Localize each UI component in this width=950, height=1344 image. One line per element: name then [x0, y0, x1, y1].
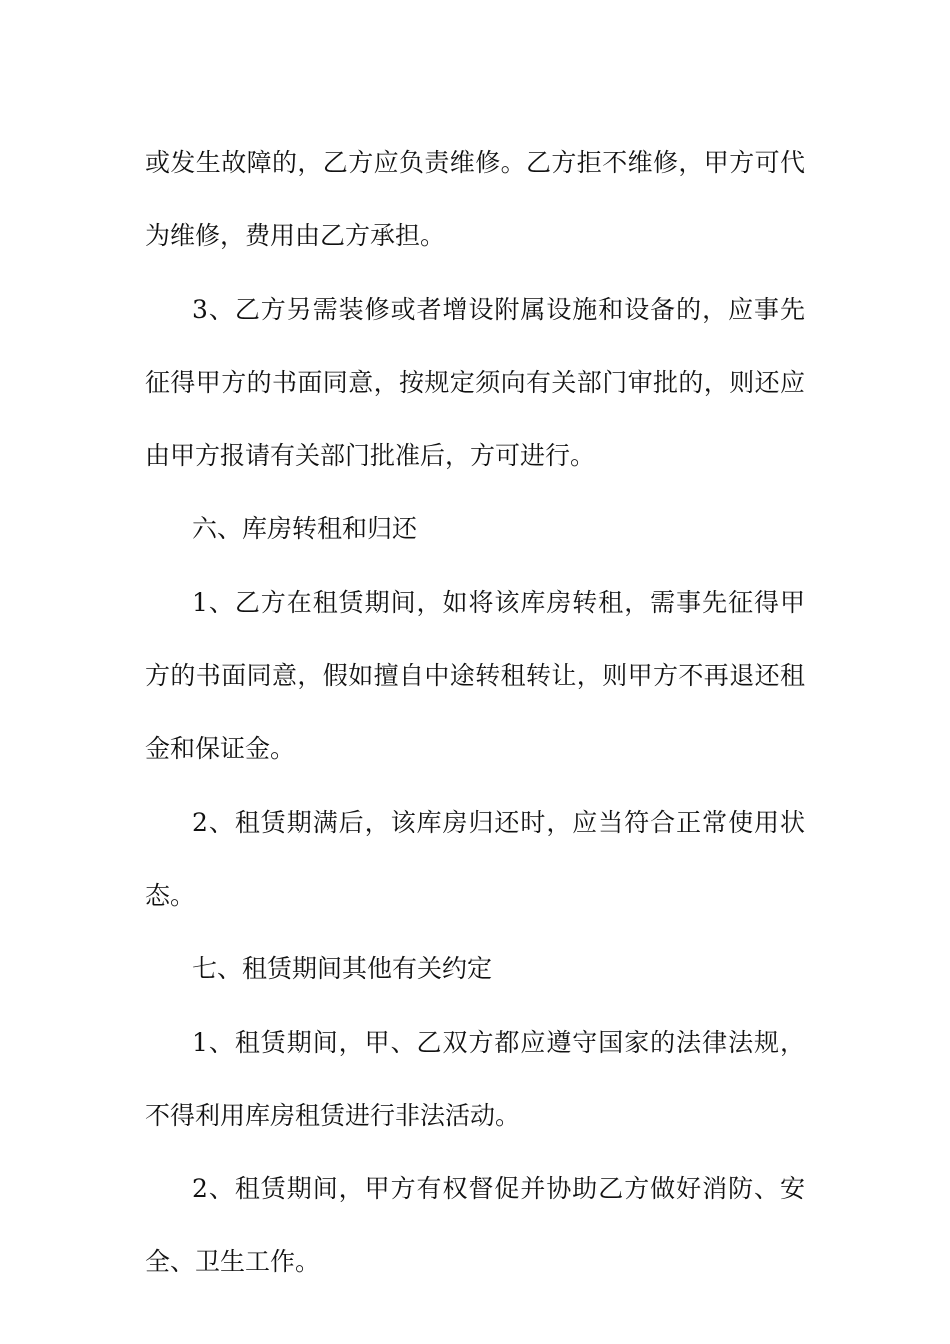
section-heading-7: 七、租赁期间其他有关约定 — [192, 954, 493, 984]
paragraph-clause-2-safety: 2、租赁期间，甲方有权督促并协助乙方做好消防、安全、卫生工作。 — [145, 1174, 805, 1277]
paragraph-clause-1-compliance: 1、租赁期间，甲、乙双方都应遵守国家的法律法规，不得利用库房租赁进行非法活动。 — [145, 1027, 805, 1130]
document-body — [145, 126, 805, 1299]
section-heading-6: 六、库房转租和归还 — [192, 514, 418, 544]
paragraph-repair-continuation: 或发生故障的，乙方应负责维修。乙方拒不维修，甲方可代为维修，费用由乙方承担。 — [145, 148, 805, 251]
paragraph-clause-1-sublease: 1、乙方在租赁期间，如将该库房转租，需事先征得甲方的书面同意，假如擅自中途转租转让，则甲方不再退还租金和保证金。 — [145, 587, 805, 764]
paragraph-clause-2-return: 2、租赁期满后，该库房归还时，应当符合正常使用状态。 — [145, 807, 805, 910]
paragraph-clause-3-renovation: 3、乙方另需装修或者增设附属设施和设备的，应事先征得甲方的书面同意，按规定须向有关部门审批的，则还应由甲方报请有关部门批准后，方可进行。 — [145, 294, 805, 471]
